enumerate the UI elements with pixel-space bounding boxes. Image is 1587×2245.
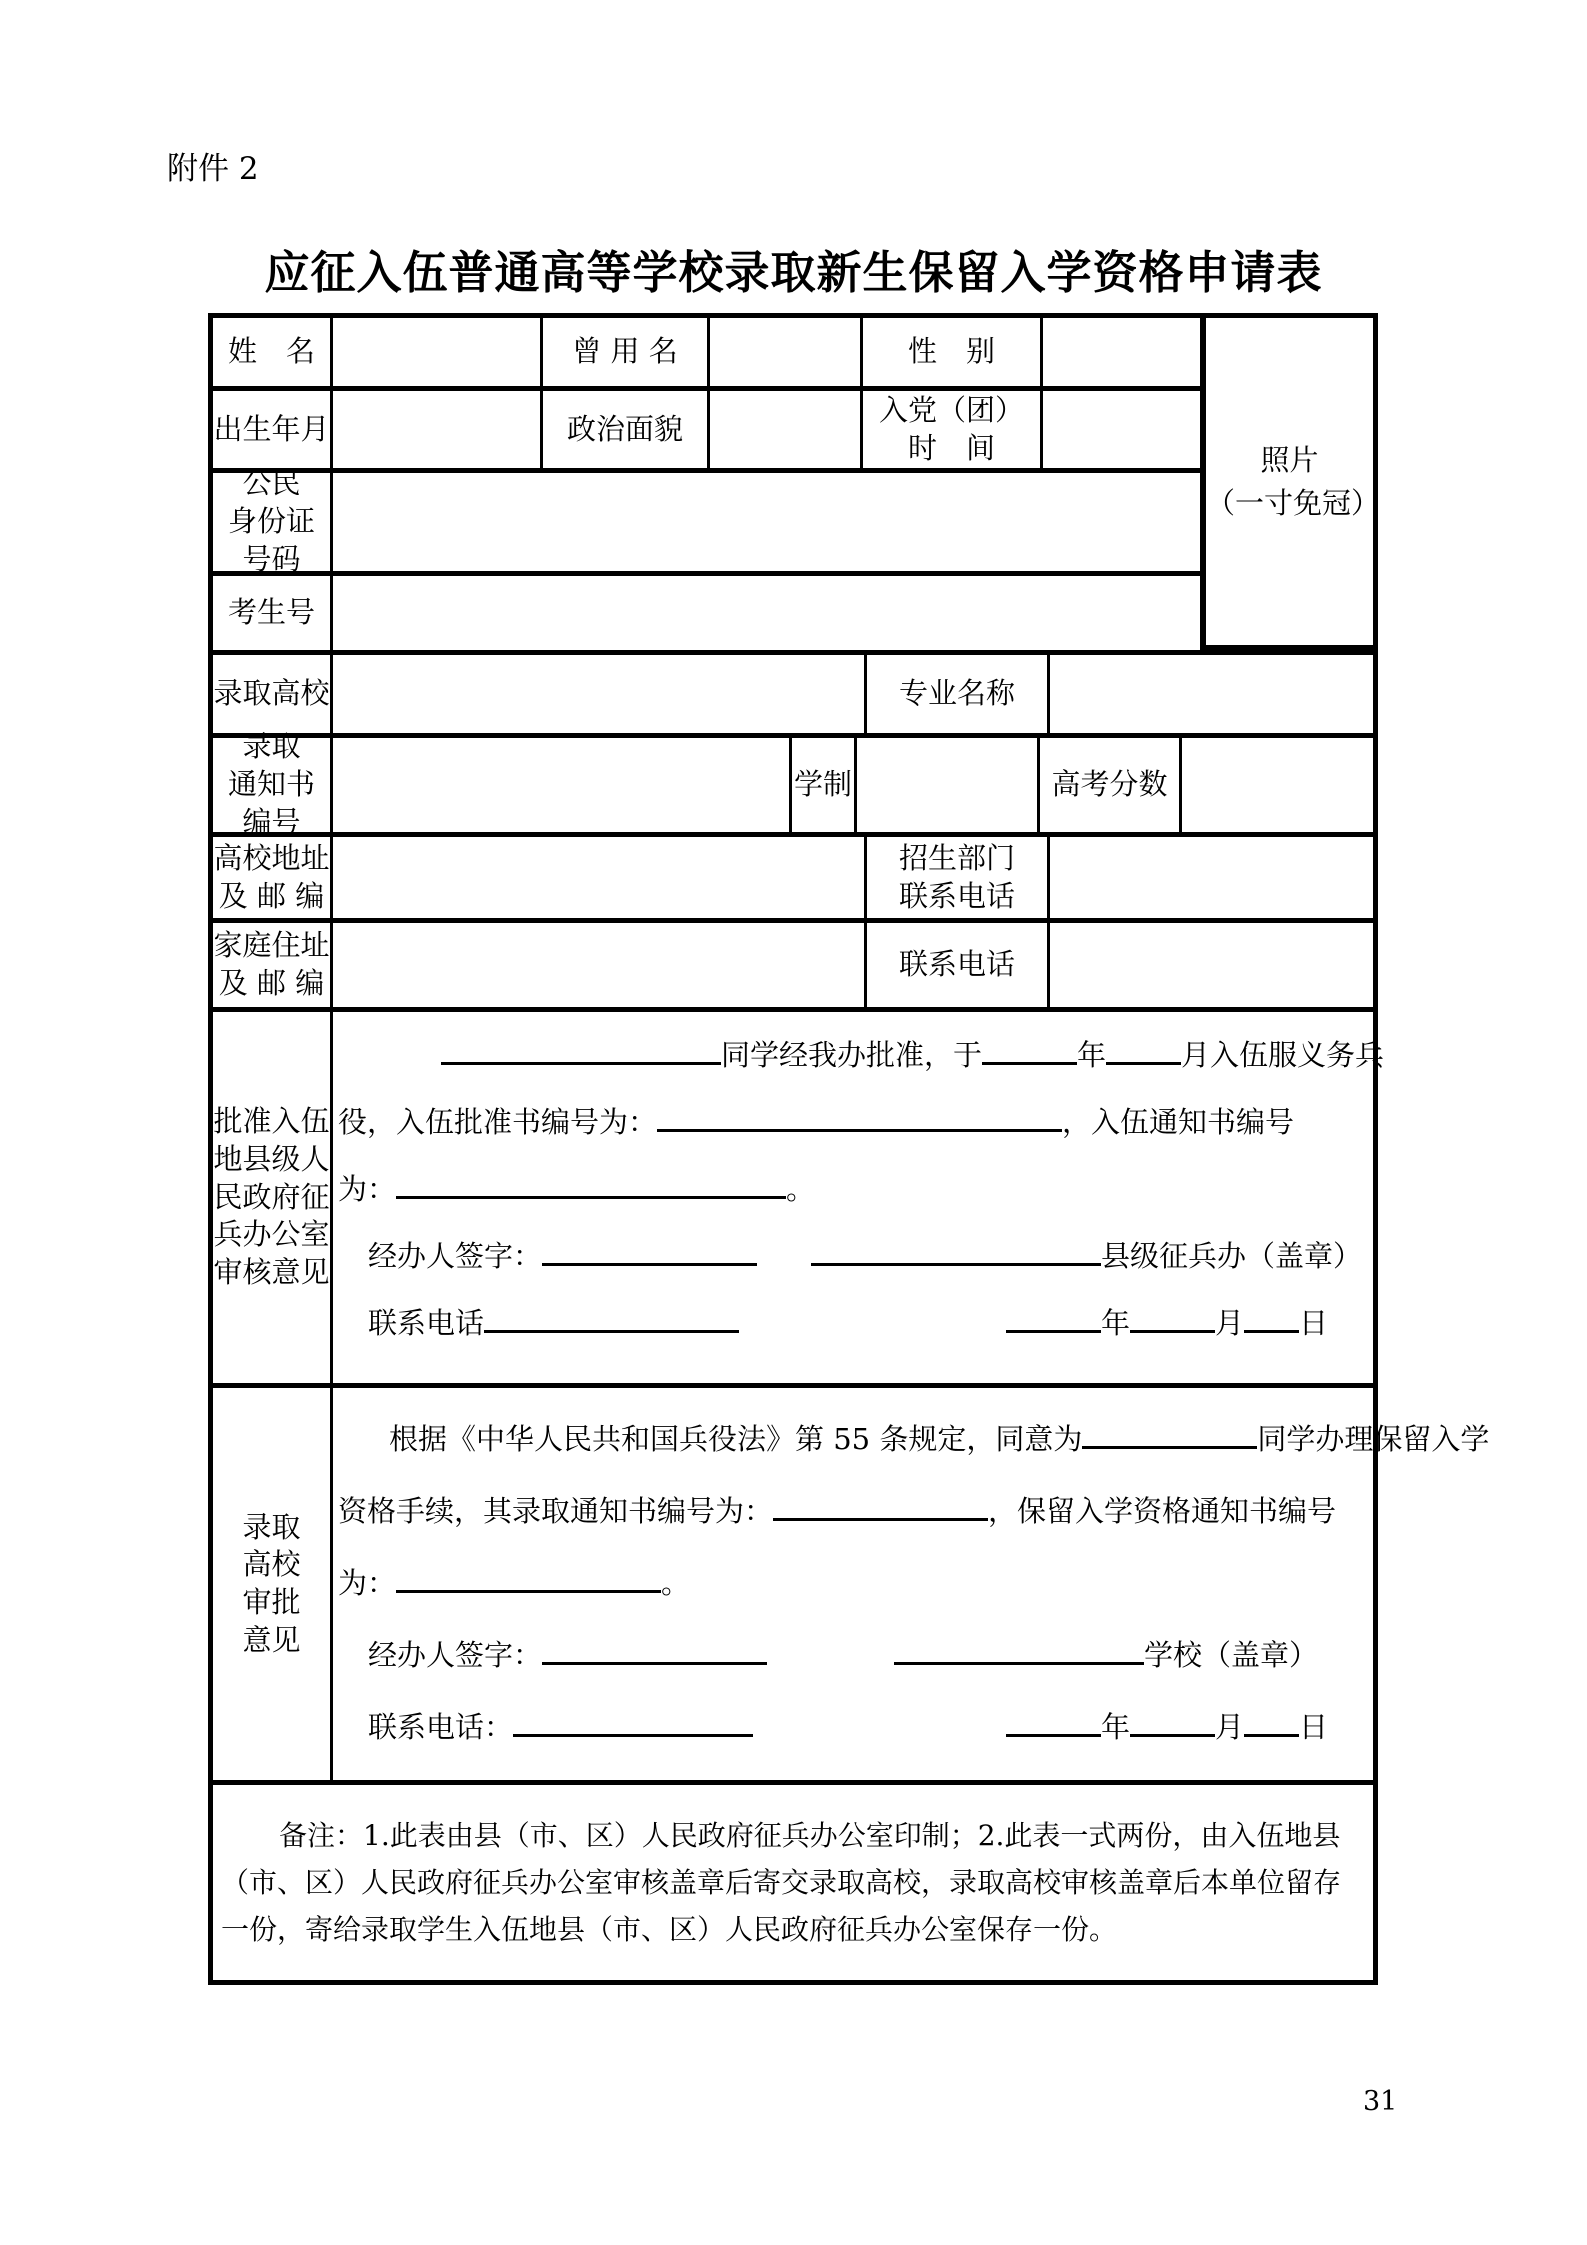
blank-day xyxy=(1244,1296,1299,1333)
contact-phone-label: 联系电话 xyxy=(867,923,1050,1007)
row-college-address xyxy=(213,837,1373,923)
blank-student-name xyxy=(1082,1412,1257,1449)
county-review-line5: 联系电话 年 月 日 xyxy=(333,1290,1373,1357)
row-notes xyxy=(213,1785,1373,1980)
photo-size-note: （一寸免冠） xyxy=(1206,485,1381,520)
gaokao-score-label: 高考分数 xyxy=(1040,738,1182,832)
blank-month xyxy=(1130,1296,1215,1333)
college-approval-label: 录取 高校 审批 意见 xyxy=(213,1388,333,1780)
blank-admission-notice-no xyxy=(773,1484,988,1521)
college-approval-line2: 资格手续，其录取通知书编号为： ，保留入学资格通知书编号 xyxy=(333,1475,1373,1547)
college-approval-line4: 经办人签字： 学校（盖章） xyxy=(333,1619,1373,1691)
county-review-line1: 同学经我办批准，于 年 月入伍服义务兵 xyxy=(333,1022,1373,1089)
row-name xyxy=(213,318,1373,391)
political-status-field xyxy=(710,391,863,468)
admissions-phone-field xyxy=(1050,837,1373,918)
blank-month xyxy=(1106,1028,1181,1065)
blank-school-name xyxy=(894,1628,1144,1665)
former-name-label: 曾 用 名 xyxy=(543,318,710,386)
schooling-length-label: 学制 xyxy=(792,738,857,832)
blank-approval-no xyxy=(657,1095,1062,1132)
major-field xyxy=(1050,655,1373,733)
blank-phone xyxy=(513,1700,753,1737)
college-approval-line3: 为： 。 xyxy=(333,1547,1373,1619)
blank-year xyxy=(1006,1296,1101,1333)
home-address-label: 家庭住址 及 邮 编 xyxy=(213,923,333,1007)
row-home-address xyxy=(213,923,1373,1012)
photo-cell xyxy=(1203,318,1381,650)
blank-retain-notice-no xyxy=(396,1556,661,1593)
contact-phone-field xyxy=(1050,923,1373,1007)
birth-label: 出生年月 xyxy=(213,391,333,468)
row-county-review xyxy=(213,1012,1385,1388)
notes-cell xyxy=(213,1785,1373,1980)
gaokao-score-field xyxy=(1182,738,1373,832)
id-number-label: 公民 身份证 号码 xyxy=(213,473,333,571)
blank-year xyxy=(1006,1700,1101,1737)
schooling-length-field xyxy=(857,738,1040,832)
college-address-field xyxy=(333,837,867,918)
page-number: 31 xyxy=(1363,2086,1398,2117)
row-id-number xyxy=(213,466,1381,576)
admit-college-field xyxy=(333,655,867,733)
blank-signature xyxy=(542,1628,767,1665)
blank-year xyxy=(982,1028,1077,1065)
row-college xyxy=(213,655,1373,738)
gender-field xyxy=(1043,318,1203,386)
blank-enlist-notice-no xyxy=(396,1162,786,1199)
photo-label: 照片 xyxy=(1260,443,1319,478)
form-title: 应征入伍普通高等学校录取新生保留入学资格申请表 xyxy=(264,247,1323,298)
college-address-label: 高校地址 及 邮 编 xyxy=(213,837,333,918)
blank-signature xyxy=(542,1229,757,1266)
row-college-approval xyxy=(213,1388,1490,1785)
candidate-number-field xyxy=(333,576,1203,650)
blank-office-name xyxy=(811,1229,1101,1266)
attachment-label: 附件 2 xyxy=(167,151,259,187)
blank-day xyxy=(1244,1700,1299,1737)
name-field xyxy=(333,318,543,386)
name-label: 姓 名 xyxy=(213,318,333,386)
admission-notice-no-label: 录取 通知书 编号 xyxy=(213,738,333,832)
county-review-content xyxy=(333,1012,1385,1383)
candidate-number-label: 考生号 xyxy=(213,576,333,650)
admissions-phone-label: 招生部门 联系电话 xyxy=(867,837,1050,918)
notes-text: 备注：1.此表由县（市、区）人民政府征兵办公室印制；2.此表一式两份，由入伍地县（市、区）人民政府征兵办公室审核盖章后寄交录取高校，录取高校审核盖章后本单位留存一份，寄给录取学生入伍地县（市、区）人民政府征兵办公室保存一份。 xyxy=(221,1819,1342,1946)
blank-student-name xyxy=(441,1028,721,1065)
admission-notice-no-field xyxy=(333,738,792,832)
college-approval-content xyxy=(333,1388,1490,1780)
party-join-time-field xyxy=(1043,391,1203,468)
county-review-line2: 役，入伍批准书编号为： ，入伍通知书编号 xyxy=(333,1089,1373,1156)
application-form-table xyxy=(208,313,1490,1985)
county-review-line4: 经办人签字： 县级征兵办（盖章） xyxy=(333,1223,1373,1290)
row-admission-notice xyxy=(213,729,1373,839)
row-birth xyxy=(213,391,1373,473)
row-candidate-number xyxy=(213,576,1373,655)
county-review-label: 批准入伍 地县级人 民政府征 兵办公室 审核意见 xyxy=(213,1012,333,1383)
home-address-field xyxy=(333,923,867,1007)
college-approval-line5: 联系电话： 年 月 日 xyxy=(333,1691,1373,1763)
political-status-label: 政治面貌 xyxy=(543,391,710,468)
county-review-line3: 为： 。 xyxy=(333,1156,1373,1223)
blank-phone xyxy=(484,1296,739,1333)
id-number-field xyxy=(333,473,1203,571)
gender-label: 性 别 xyxy=(863,318,1043,386)
party-join-time-label: 入党（团） 时 间 xyxy=(863,391,1043,468)
birth-field xyxy=(333,391,543,468)
college-approval-line1: 根据《中华人民共和国兵役法》第 55 条规定，同意为 同学办理保留入学 xyxy=(333,1403,1373,1475)
former-name-field xyxy=(710,318,863,386)
major-label: 专业名称 xyxy=(867,655,1050,733)
blank-month xyxy=(1130,1700,1215,1737)
admit-college-label: 录取高校 xyxy=(213,655,333,733)
